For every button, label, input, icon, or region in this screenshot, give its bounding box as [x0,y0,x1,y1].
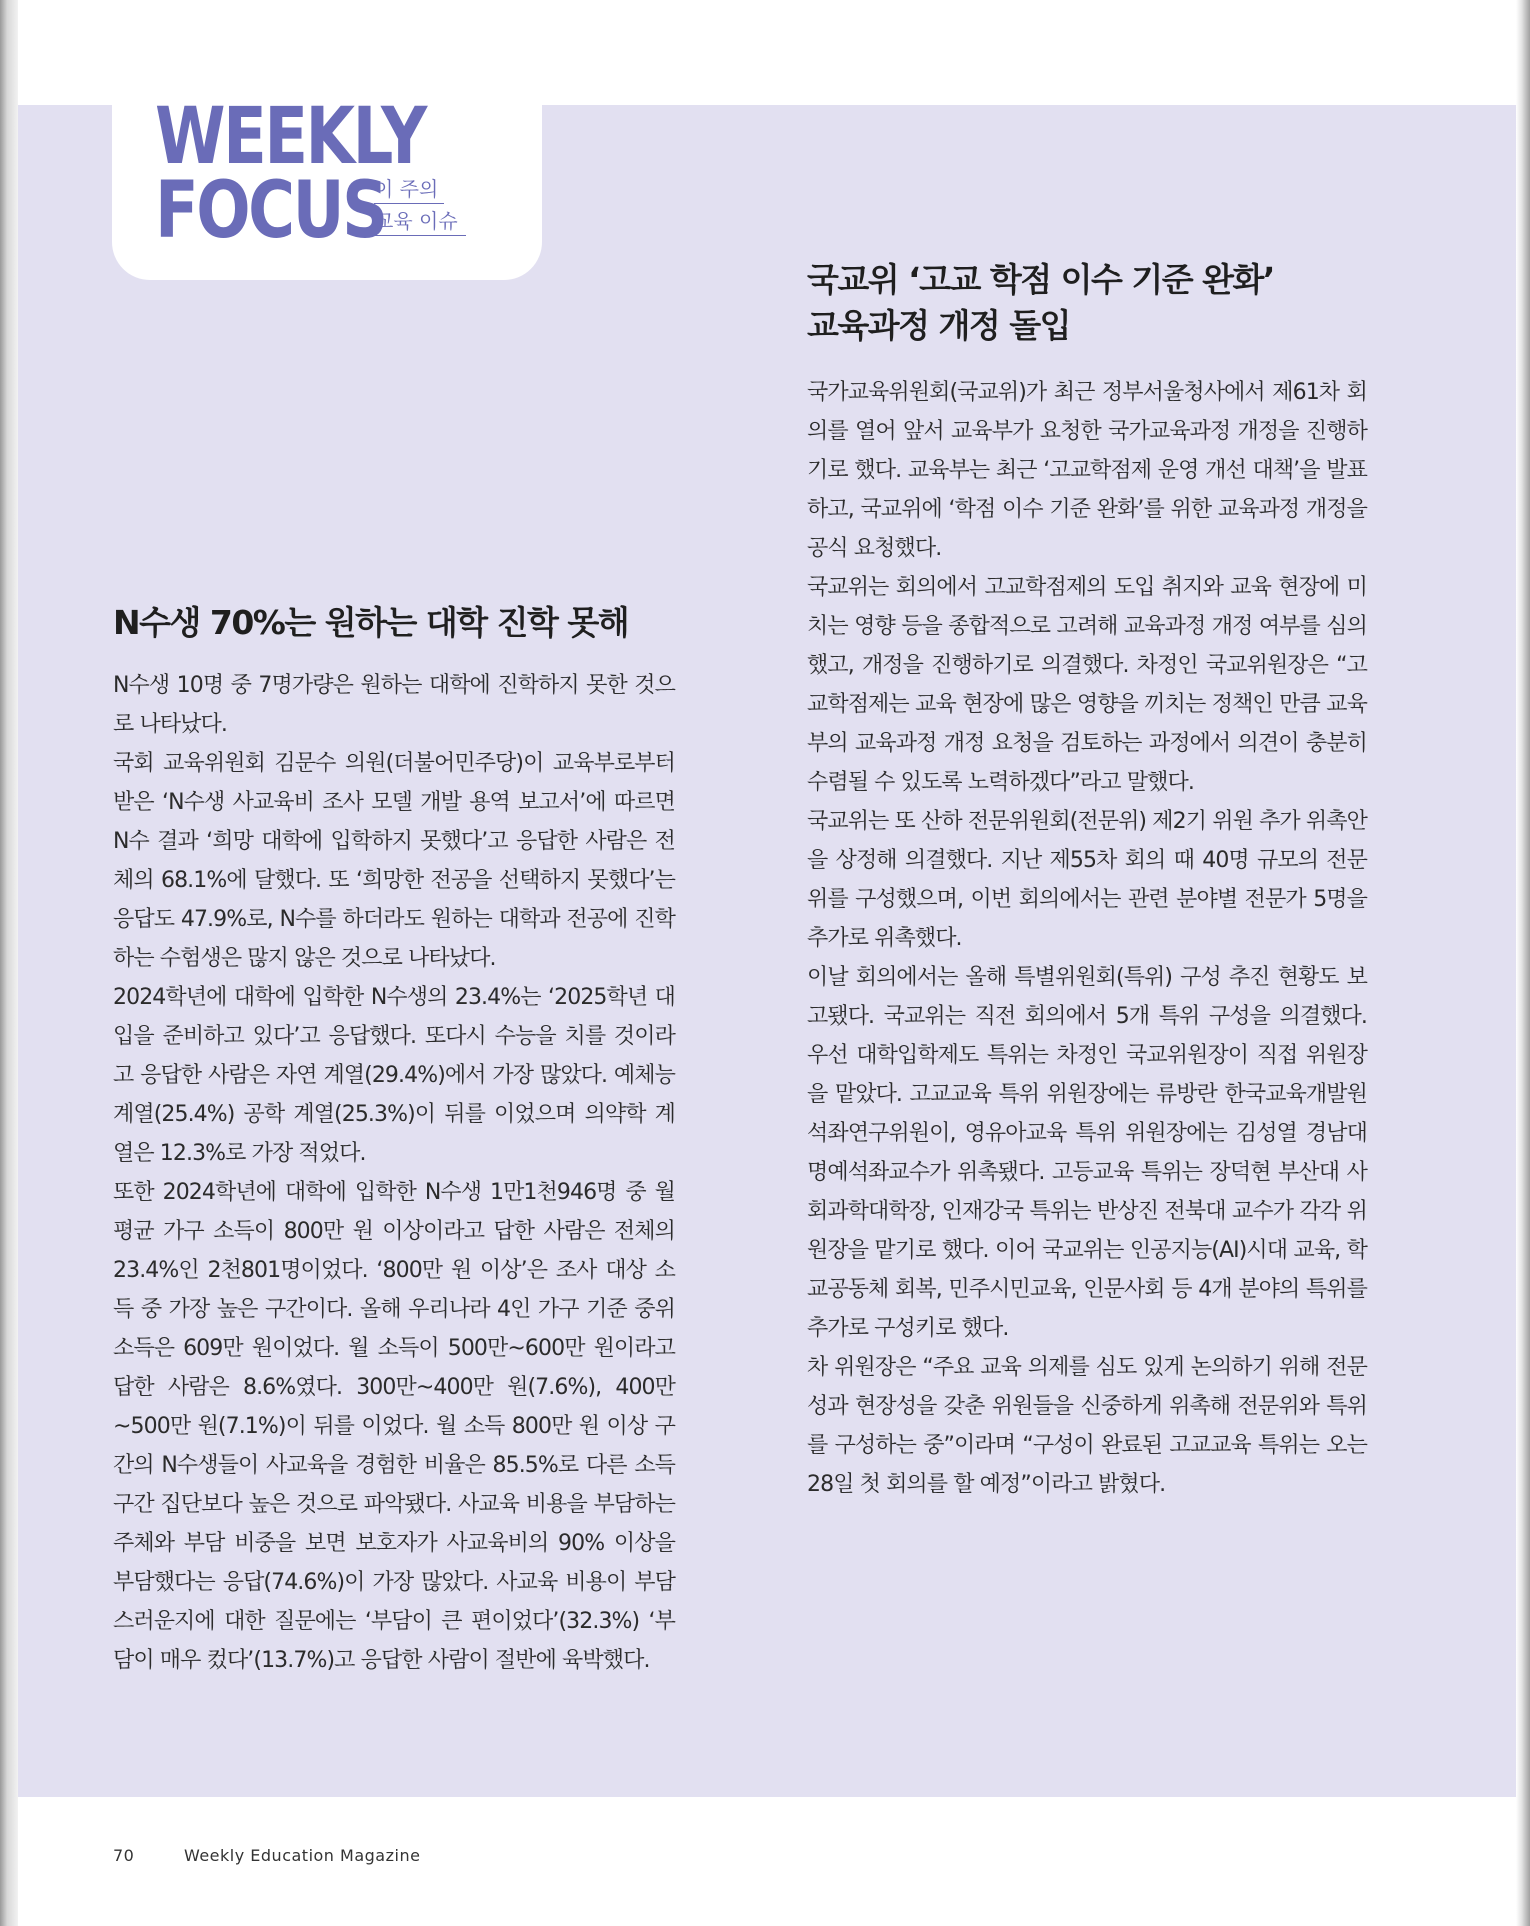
left-article [113,600,675,1680]
paragraph: 국교위는 또 산하 전문위원회(전문위) 제2기 위원 추가 위촉안을 상정해 의결했다. 지난 제55차 회의 때 40명 규모의 전문위를 구성했으며, 이번 회의에서는 관련 분야별 전문가 5명을 추가로 위촉했다. [807,809,1367,951]
paragraph: 또한 2024학년에 대학에 입학한 N수생 1만1천946명 중 월평균 가구 소득이 800만 원 이상이라고 답한 사람은 전체의 23.4%인 2천801명이었다. ‘800만 원 이상’은 조사 대상 소득 중 가장 높은 구간이다. 올해 우리나라 4인 가구 기준 중위 소득은 609만 원이었다. 월 소득이 500만~600만 원이라고 답한 사람은 8.6%였다. 300만~400만 원(7.6%), 400만~500만 원(7.1%)이 뒤를 이었다. 월 소득 800만 원 이상 구간의 N수생들이 사교육을 경험한 비율은 85.5%로 다른 소득 구간 집단보다 높은 것으로 파악됐다. 사교육 비용을 부담하는 주체와 부담 비중을 보면 보호자가 사교육비의 90% 이상을 부담했다는 응답(74.6%)이 가장 많았다. 사교육 비용이 부담스러운지에 대한 질문에는 ‘부담이 큰 편이었다’(32.3%) ‘부담이 매우 컸다’(13.7%)고 응답한 사람이 절반에 육박했다. [113,1180,675,1673]
page-edge-right [1516,0,1530,1926]
page-footer [113,1846,420,1865]
left-article-title: N수생 70%는 원하는 대학 진학 못해 [113,603,629,642]
left-article-body [113,666,675,1680]
section-tag-line1: 이 주의 [374,176,444,204]
page-number: 70 [113,1846,135,1865]
paragraph: 이날 회의에서는 올해 특별위원회(특위) 구성 추진 현황도 보고됐다. 국교위는 직전 회의에서 5개 특위 구성을 의결했다. 우선 대학입학제도 특위는 차정인 국교위원장이 직접 위원장을 맡았다. 고교교육 특위 위원장에는 류방란 한국교육개발원 석좌연구위원이, 영유아교육 특위 위원장에는 김성열 경남대 명예석좌교수가 위촉됐다. 고등교육 특위는 장덕현 부산대 사회과학대학장, 인재강국 특위는 반상진 전북대 교수가 각각 위원장을 맡기로 했다. 이어 국교위는 인공지능(AI)시대 교육, 학교공동체 회복, 민주시민교육, 인문사회 등 4개 분야의 특위를 추가로 구성키로 했다. [807,965,1367,1341]
paragraph: 국회 교육위원회 김문수 의원(더불어민주당)이 교육부로부터 받은 ‘N수생 사교육비 조사 모델 개발 용역 보고서’에 따르면 N수 결과 ‘희망 대학에 입학하지 못했다’고 응답한 사람은 전체의 68.1%에 달했다. 또 ‘희망한 전공을 선택하지 못했다’는 응답도 47.9%로, N수를 하더라도 원하는 대학과 전공에 진학하는 수험생은 많지 않은 것으로 나타났다. [113,751,675,971]
paragraph: 차 위원장은 “주요 교육 의제를 심도 있게 논의하기 위해 전문성과 현장성을 갖춘 위원들을 신중하게 위촉해 전문위와 특위를 구성하는 중”이라며 “구성이 완료된 고교교육 특위는 오는 28일 첫 회의를 할 예정”이라고 밝혔다. [807,1355,1367,1497]
right-article-title-line1: 국교위 ‘고교 학점 이수 기준 완화’ [807,260,1274,299]
right-article-title [807,257,1367,349]
paragraph: 국가교육위원회(국교위)가 최근 정부서울청사에서 제61차 회의를 열어 앞서 교육부가 요청한 국가교육과정 개정을 진행하기로 했다. 교육부는 최근 ‘고교학점제 운영 개선 대책’을 발표하고, 국교위에 ‘학점 이수 기준 완화’를 위한 교육과정 개정을 공식 요청했다. [807,380,1367,561]
right-article [807,257,1367,1504]
paragraph: 2024학년에 대학에 입학한 N수생의 23.4%는 ‘2025학년 대입을 준비하고 있다’고 응답했다. 또다시 수능을 치를 것이라고 응답한 사람은 자연 계열(29.4%)에서 가장 많았다. 예체능 계열(25.4%) 공학 계열(25.3%)이 뒤를 이었으며 의약학 계열은 12.3%로 가장 적었다. [113,985,675,1166]
weekly-title: WEEKLY [155,92,425,182]
paragraph: N수생 10명 중 7명가량은 원하는 대학에 진학하지 못한 것으로 나타났다. [113,673,675,737]
section-tag-line2: 교육 이슈 [374,208,466,236]
page-edge-left [0,0,18,1926]
right-article-title-line2: 교육과정 개정 돌입 [807,306,1071,345]
magazine-name: Weekly Education Magazine [183,1846,421,1865]
focus-title: FOCUS [155,166,386,256]
right-article-body [807,373,1367,1504]
paragraph: 국교위는 회의에서 고교학점제의 도입 취지와 교육 현장에 미치는 영향 등을 종합적으로 고려해 교육과정 개정 여부를 심의했고, 개정을 진행하기로 의결했다. 차정인 국교위원장은 “고교학점제는 교육 현장에 많은 영향을 끼치는 정책인 만큼 교육부의 교육과정 개정 요청을 검토하는 과정에서 의견이 충분히 수렴될 수 있도록 노력하겠다”라고 말했다. [807,575,1367,795]
